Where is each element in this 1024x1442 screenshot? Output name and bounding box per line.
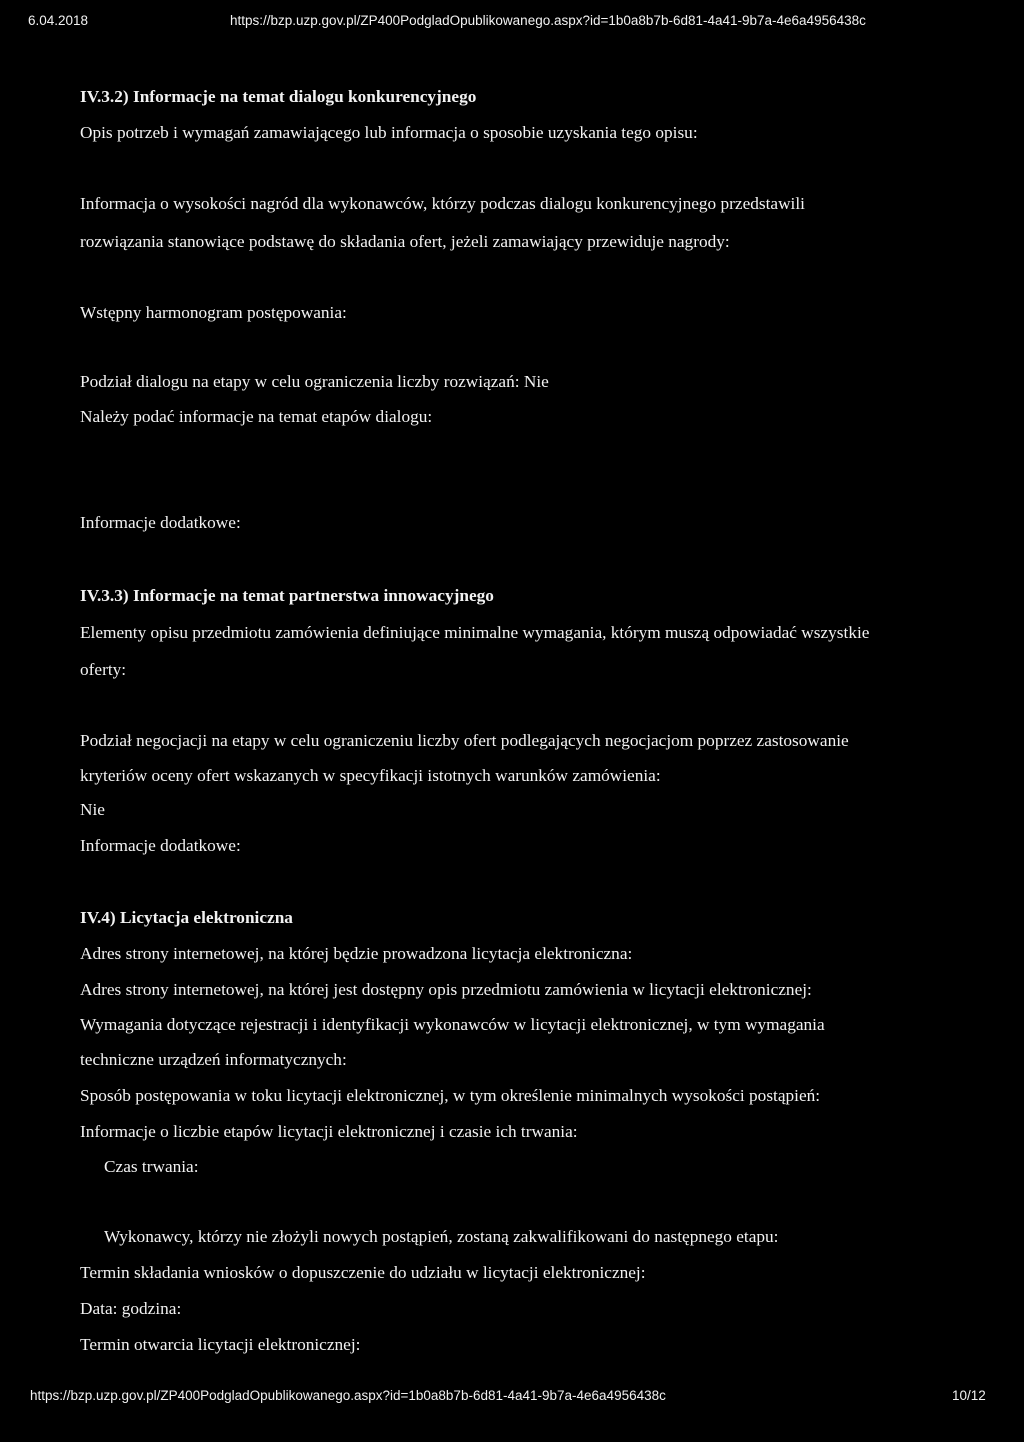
- section-heading-iv-3-3: IV.3.3) Informacje na temat partnerstwa innowacyjnego: [80, 586, 494, 605]
- paragraph: Opis potrzeb i wymagań zamawiającego lub informacja o sposobie uzyskania tego opisu:: [80, 123, 698, 142]
- paragraph: Podział dialogu na etapy w celu ograniczenia liczby rozwiązań: Nie: [80, 372, 549, 391]
- footer-url: https://bzp.uzp.gov.pl/ZP400PodgladOpublikowanego.aspx?id=1b0a8b7b-6d81-4a41-9b7a-4e6a4956438c: [30, 1388, 666, 1403]
- paragraph: Termin składania wniosków o dopuszczenie do udziału w licytacji elektronicznej:: [80, 1263, 646, 1282]
- paragraph: Czas trwania:: [104, 1157, 199, 1176]
- paragraph: Adres strony internetowej, na której będzie prowadzona licytacja elektroniczna:: [80, 944, 633, 963]
- paragraph: techniczne urządzeń informatycznych:: [80, 1050, 347, 1069]
- paragraph: kryteriów oceny ofert wskazanych w specyfikacji istotnych warunków zamówienia:: [80, 766, 661, 785]
- section-heading-iv-4: IV.4) Licytacja elektroniczna: [80, 908, 293, 927]
- paragraph: Elementy opisu przedmiotu zamówienia definiujące minimalne wymagania, którym muszą odpowiadać wszystkie: [80, 623, 870, 642]
- paragraph: Wymagania dotyczące rejestracji i identyfikacji wykonawców w licytacji elektronicznej, w tym wymagania: [80, 1015, 825, 1034]
- page-number: 10/12: [952, 1388, 986, 1403]
- paragraph: Data: godzina:: [80, 1299, 182, 1318]
- paragraph: rozwiązania stanowiące podstawę do składania ofert, jeżeli zamawiający przewiduje nagrody:: [80, 232, 730, 251]
- paragraph: Wstępny harmonogram postępowania:: [80, 303, 347, 322]
- paragraph: Podział negocjacji na etapy w celu ograniczeniu liczby ofert podlegających negocjacjom poprzez zastosowanie: [80, 731, 849, 750]
- header-url: https://bzp.uzp.gov.pl/ZP400PodgladOpublikowanego.aspx?id=1b0a8b7b-6d81-4a41-9b7a-4e6a4956438c: [230, 13, 866, 28]
- paragraph: Sposób postępowania w toku licytacji elektronicznej, w tym określenie minimalnych wysokości postąpień:: [80, 1086, 821, 1105]
- paragraph: Należy podać informacje na temat etapów dialogu:: [80, 407, 433, 426]
- paragraph: Informacje o liczbie etapów licytacji elektronicznej i czasie ich trwania:: [80, 1122, 578, 1141]
- paragraph: oferty:: [80, 660, 127, 679]
- section-heading-iv-3-2: IV.3.2) Informacje na temat dialogu konkurencyjnego: [80, 87, 477, 106]
- paragraph: Informacje dodatkowe:: [80, 836, 241, 855]
- paragraph: Wykonawcy, którzy nie złożyli nowych postąpień, zostaną zakwalifikowani do następnego etapu:: [104, 1227, 779, 1246]
- paragraph: Nie: [80, 800, 105, 819]
- paragraph: Informacja o wysokości nagród dla wykonawców, którzy podczas dialogu konkurencyjnego przedstawili: [80, 194, 805, 213]
- paragraph: Adres strony internetowej, na której jest dostępny opis przedmiotu zamówienia w licytacji elektronicznej:: [80, 980, 812, 999]
- paragraph: Termin otwarcia licytacji elektronicznej:: [80, 1335, 361, 1354]
- paragraph: Informacje dodatkowe:: [80, 513, 241, 532]
- print-date: 6.04.2018: [28, 13, 89, 28]
